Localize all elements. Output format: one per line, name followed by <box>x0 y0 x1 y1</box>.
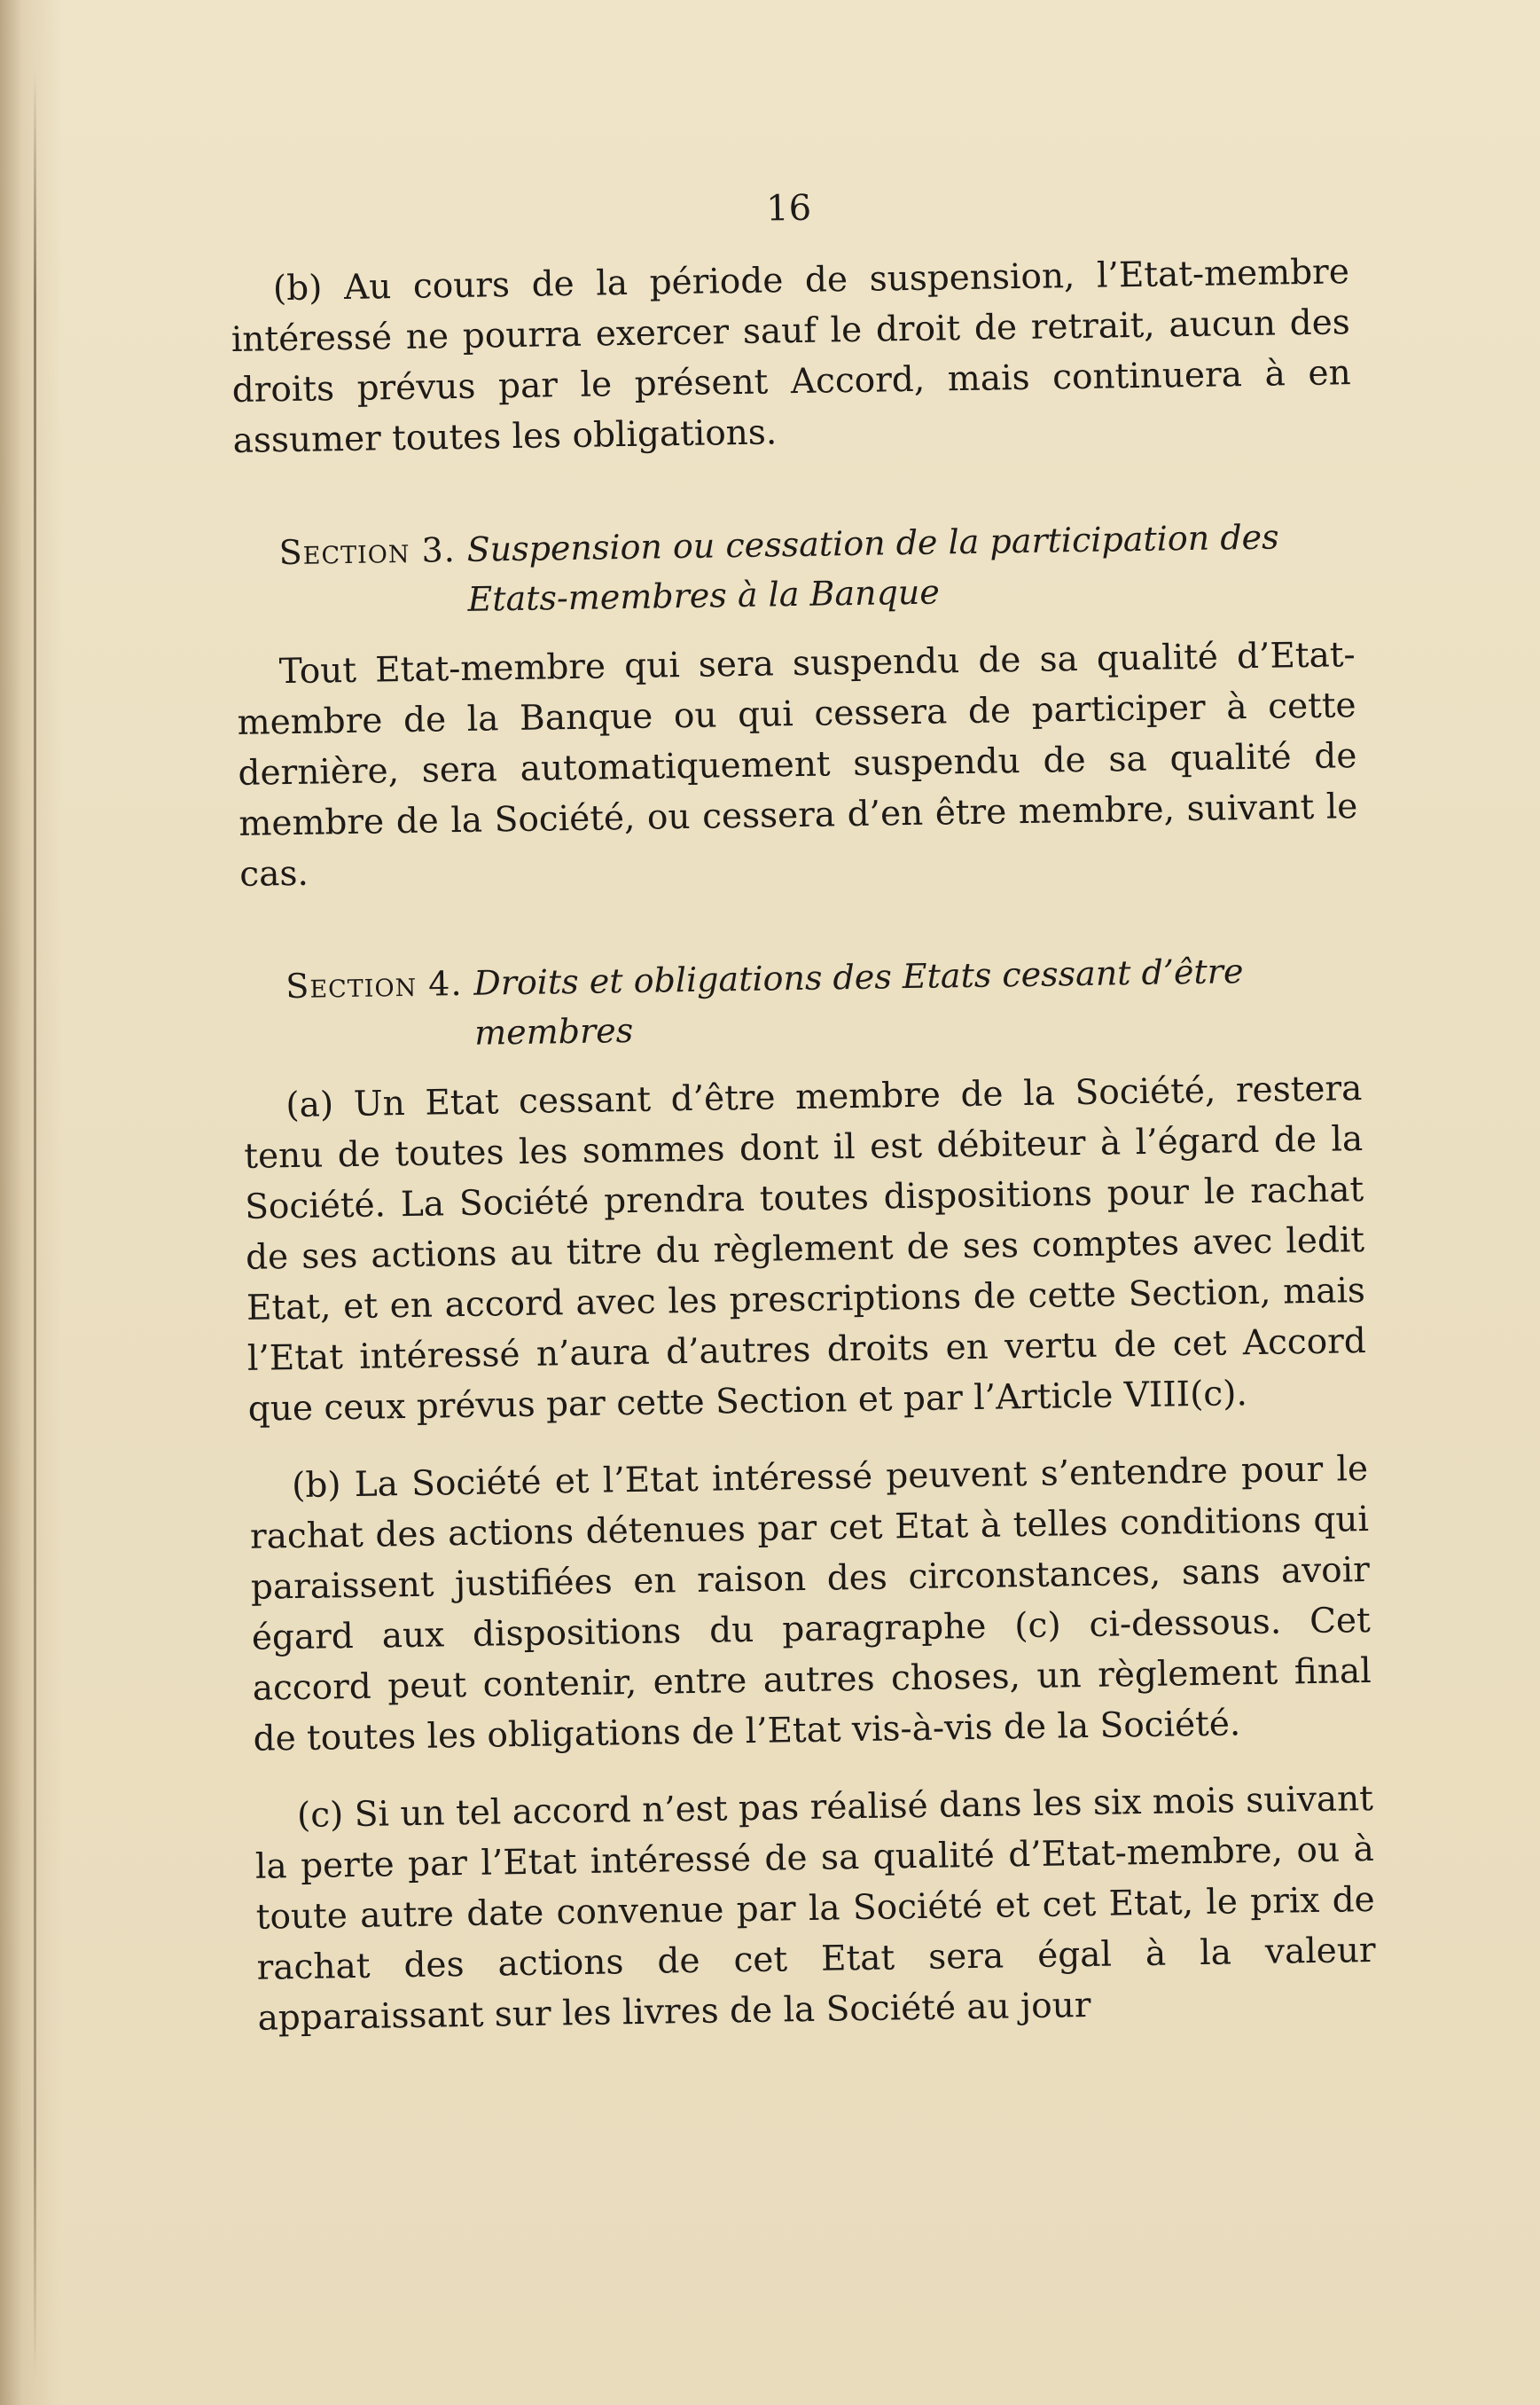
section-4-title: Droits et obligations des Etats cessant d’être membres <box>473 952 1244 1053</box>
section-4-paragraph-a: (a) Un Etat cessant d’être membre de la Société, restera tenu de toutes les sommes dont il est débiteur à l’égard de la Société. La Société prendra toutes dispositions pour le rachat de ses actions au titre du règlement de ses comptes avec ledit Etat, et en accord avec les prescriptions de cette Section, mais l’Etat intéressé n’aura d’autres droits en vertu de cet Accord que ceux prévus par cette Section et par l’Article VIII(c). <box>243 1069 1367 1430</box>
section-4-paragraph-b: (b) La Société et l’Etat intéressé peuvent s’entendre pour le rachat des actions détenues par cet Etat à telles conditions qui paraissent justifiées en raison des circonstances, sans avoir égard aux dispositions du paragraphe (c) ci-dessous. Cet accord peut contenir, entre autres choses, un règlement final de toutes les obligations de l’Etat vis-à-vis de la Société. <box>249 1448 1372 1759</box>
section-3-title: Suspension ou cessation de la participation des Etats-membres à la Banque <box>466 517 1279 619</box>
binding-shadow <box>34 71 36 2377</box>
section-4-heading <box>241 944 1362 1061</box>
paragraph-b-suspension: (b) Au cours de la période de suspension, l’Etat-membre intéressé ne pourra exercer sauf le droit de retrait, aucun des droits prévus par le présent Accord, mais continuera à en assumer toutes les obligations. <box>231 252 1351 461</box>
section-4-paragraph-c: (c) Si un tel accord n’est pas réalisé dans les six mois suivant la perte par l’Etat intéressé de sa qualité d’Etat-membre, ou à toute autre date convenue par la Société et cet Etat, le prix de rachat des actions de cet Etat sera égal à la valeur apparaissant sur les livres de la Société au jour <box>254 1778 1376 2039</box>
section-3-heading <box>234 511 1355 628</box>
section-4-label: Section 4. <box>285 963 463 1007</box>
text-block <box>229 160 1377 2044</box>
page-number: 16 <box>765 187 812 230</box>
section-3-label: Section 3. <box>278 530 457 573</box>
section-3-paragraph: Tout Etat-membre qui sera suspendu de sa qualité d’Etat-membre de la Banque ou qui cessera de participer à cette dernière, sera automatiquement suspendu de sa qualité de membre de la Société, ou cessera d’en être membre, suivant le cas. <box>237 635 1358 895</box>
